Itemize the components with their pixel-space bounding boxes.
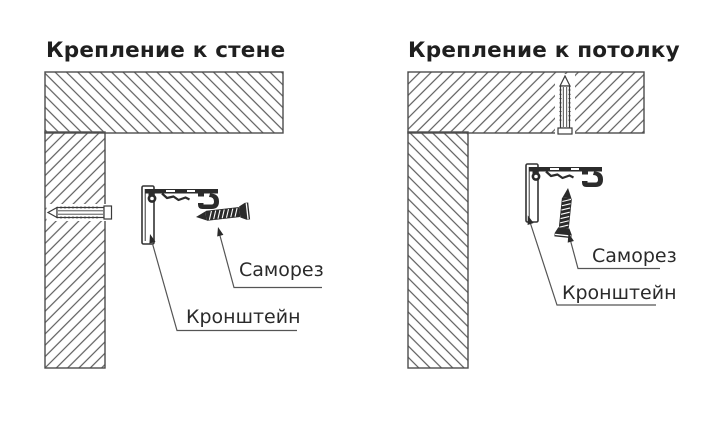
panel-wall-mount <box>45 38 324 368</box>
panel-title-ceiling: Крепление к потолку <box>408 38 680 63</box>
ceiling-dowel <box>555 74 575 134</box>
panel-ceiling-mount <box>408 38 680 368</box>
wall-section <box>45 132 105 368</box>
screw-drawing-ceiling <box>554 187 576 238</box>
wall-dowel <box>47 204 114 221</box>
wall-section <box>408 132 468 368</box>
screw-label-wall: Саморез <box>239 259 324 281</box>
screw-label-ceiling: Саморез <box>592 245 677 267</box>
bracket-label-wall: Кронштейн <box>186 306 301 328</box>
ceiling-section <box>408 72 644 133</box>
bracket-label-ceiling: Кронштейн <box>562 282 677 304</box>
panel-title-wall: Крепление к стене <box>46 38 286 63</box>
ceiling-section <box>45 72 283 133</box>
